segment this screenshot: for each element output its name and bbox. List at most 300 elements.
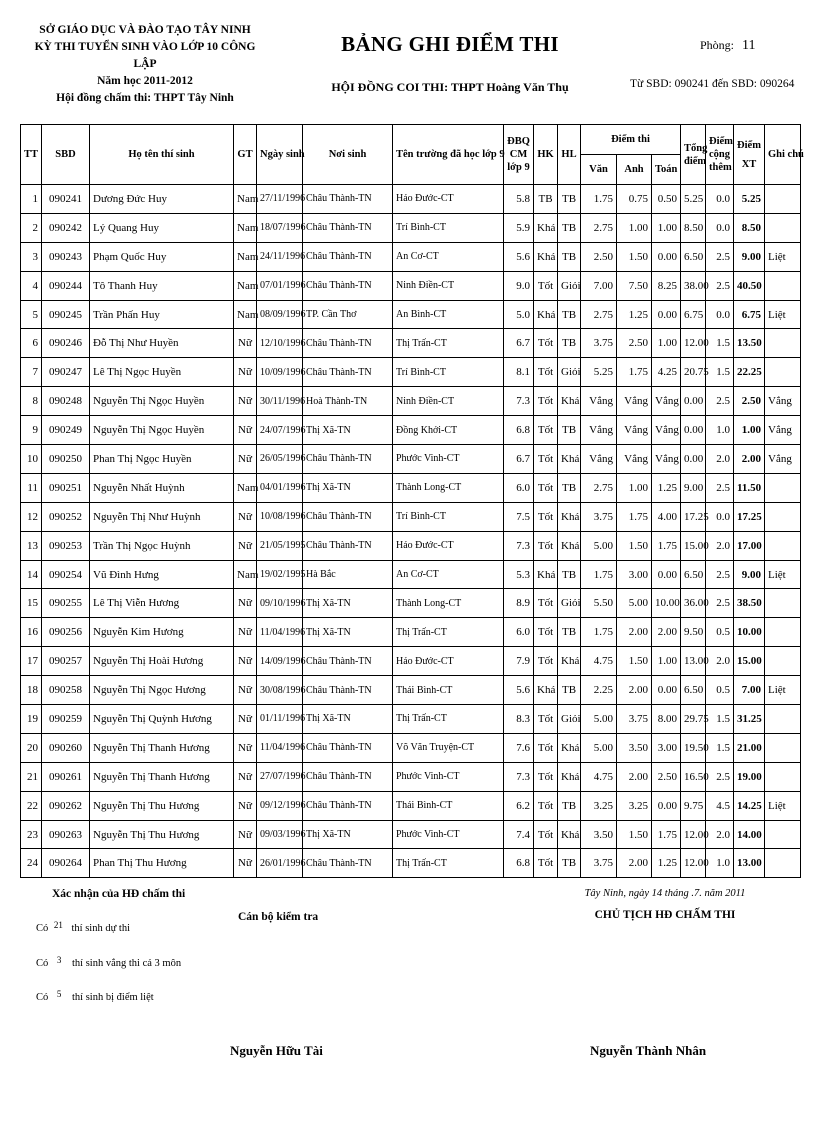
cell-note bbox=[765, 820, 801, 849]
cell-gt: Nữ bbox=[234, 387, 257, 416]
table-row bbox=[21, 647, 801, 676]
cell-gt: Nữ bbox=[234, 820, 257, 849]
cell-tt: 22 bbox=[21, 791, 42, 820]
cell-pob: Châu Thành-TN bbox=[303, 213, 393, 242]
cell-toan: 1.25 bbox=[652, 473, 681, 502]
cell-dob: 21/05/1995 bbox=[257, 531, 303, 560]
col-toan: Toán bbox=[652, 155, 681, 185]
cell-toan: 1.00 bbox=[652, 329, 681, 358]
table-row bbox=[21, 733, 801, 762]
cell-xt: 14.00 bbox=[734, 820, 765, 849]
cell-hl: TB bbox=[558, 618, 581, 647]
cell-xt: 8.50 bbox=[734, 213, 765, 242]
col-total: Tổng điểm bbox=[681, 125, 706, 185]
cell-school: Thái Bình-CT bbox=[393, 676, 504, 705]
cell-note bbox=[765, 733, 801, 762]
cell-hl: TB bbox=[558, 185, 581, 214]
cell-xt: 17.25 bbox=[734, 502, 765, 531]
cell-toan: 1.25 bbox=[652, 849, 681, 878]
cell-xt: 31.25 bbox=[734, 705, 765, 734]
cell-gt: Nam bbox=[234, 473, 257, 502]
cell-van: 3.25 bbox=[581, 791, 617, 820]
cell-tt: 6 bbox=[21, 329, 42, 358]
cell-name: Nguyễn Thị Ngọc Huyền bbox=[90, 387, 234, 416]
chair-name: Nguyễn Thành Nhân bbox=[590, 1043, 707, 1058]
cell-tt: 16 bbox=[21, 618, 42, 647]
table-row bbox=[21, 676, 801, 705]
cell-name: Nguyễn Thị Hoài Hương bbox=[90, 647, 234, 676]
cell-dbq: 8.9 bbox=[504, 589, 534, 618]
cell-hk: Tốt bbox=[534, 618, 558, 647]
cell-van: 2.75 bbox=[581, 473, 617, 502]
cell-hl: TB bbox=[558, 676, 581, 705]
cell-van: 2.75 bbox=[581, 213, 617, 242]
cell-anh: 1.50 bbox=[617, 647, 652, 676]
cell-van: 5.00 bbox=[581, 531, 617, 560]
inspector-name: Nguyễn Hữu Tài bbox=[230, 1043, 323, 1058]
cell-anh: 1.50 bbox=[617, 242, 652, 271]
cell-gt: Nữ bbox=[234, 676, 257, 705]
cell-school: Hảo Đước-CT bbox=[393, 647, 504, 676]
cell-pob: Châu Thành-TN bbox=[303, 329, 393, 358]
cell-hl: TB bbox=[558, 791, 581, 820]
cell-hl: Khá bbox=[558, 647, 581, 676]
cell-pob: Hoà Thành-TN bbox=[303, 387, 393, 416]
cell-tt: 14 bbox=[21, 560, 42, 589]
cell-gt: Nữ bbox=[234, 733, 257, 762]
cell-hk: Tốt bbox=[534, 705, 558, 734]
cell-dbq: 6.8 bbox=[504, 416, 534, 445]
table-row bbox=[21, 185, 801, 214]
cell-pob: Châu Thành-TN bbox=[303, 849, 393, 878]
cell-van: 2.50 bbox=[581, 242, 617, 271]
cell-xt: 14.25 bbox=[734, 791, 765, 820]
cell-dbq: 7.9 bbox=[504, 647, 534, 676]
table-row bbox=[21, 473, 801, 502]
table-row bbox=[21, 242, 801, 271]
cell-van: 1.75 bbox=[581, 185, 617, 214]
cell-van: 5.00 bbox=[581, 705, 617, 734]
cell-dbq: 6.2 bbox=[504, 791, 534, 820]
cell-toan: 1.00 bbox=[652, 647, 681, 676]
cell-total: 16.50 bbox=[681, 762, 706, 791]
table-row bbox=[21, 705, 801, 734]
cell-tt: 3 bbox=[21, 242, 42, 271]
cell-xt: 22.25 bbox=[734, 358, 765, 387]
cell-anh: 1.75 bbox=[617, 502, 652, 531]
cell-bonus: 2.5 bbox=[706, 762, 734, 791]
table-row bbox=[21, 820, 801, 849]
cell-pob: Hà Bắc bbox=[303, 560, 393, 589]
cell-anh: 2.50 bbox=[617, 329, 652, 358]
cell-school: An Cơ-CT bbox=[393, 560, 504, 589]
cell-hk: Tốt bbox=[534, 762, 558, 791]
cell-van: 4.75 bbox=[581, 762, 617, 791]
cell-sbd: 090252 bbox=[42, 502, 90, 531]
cell-note bbox=[765, 705, 801, 734]
cell-dbq: 5.6 bbox=[504, 242, 534, 271]
org-header bbox=[30, 22, 260, 107]
cell-tt: 9 bbox=[21, 416, 42, 445]
cell-total: 0.00 bbox=[681, 416, 706, 445]
cell-school: Thị Trấn-CT bbox=[393, 618, 504, 647]
cell-gt: Nam bbox=[234, 560, 257, 589]
cell-sbd: 090254 bbox=[42, 560, 90, 589]
cell-name: Vũ Đình Hưng bbox=[90, 560, 234, 589]
cell-pob: Châu Thành-TN bbox=[303, 647, 393, 676]
grading-council: Hội đồng chấm thi: THPT Tây Ninh bbox=[56, 92, 234, 104]
col-tt: TT bbox=[21, 125, 42, 185]
cell-gt: Nữ bbox=[234, 358, 257, 387]
col-gt: GT bbox=[234, 125, 257, 185]
cell-tt: 4 bbox=[21, 271, 42, 300]
cell-name: Lý Quang Huy bbox=[90, 213, 234, 242]
cell-sbd: 090242 bbox=[42, 213, 90, 242]
cell-total: 6.50 bbox=[681, 676, 706, 705]
cell-sbd: 090247 bbox=[42, 358, 90, 387]
cell-xt: 17.00 bbox=[734, 531, 765, 560]
cell-van: Vắng bbox=[581, 416, 617, 445]
cell-toan: 1.75 bbox=[652, 531, 681, 560]
cell-dbq: 5.8 bbox=[504, 185, 534, 214]
cell-xt: 13.50 bbox=[734, 329, 765, 358]
cell-van: 4.75 bbox=[581, 647, 617, 676]
cell-anh: 2.00 bbox=[617, 762, 652, 791]
cell-bonus: 4.5 bbox=[706, 791, 734, 820]
cell-toan: 3.00 bbox=[652, 733, 681, 762]
cell-hl: Giỏi bbox=[558, 705, 581, 734]
cell-xt: 21.00 bbox=[734, 733, 765, 762]
cell-hk: Tốt bbox=[534, 589, 558, 618]
cell-hl: TB bbox=[558, 560, 581, 589]
cell-hk: Tốt bbox=[534, 733, 558, 762]
cell-pob: Châu Thành-TN bbox=[303, 762, 393, 791]
cell-tt: 7 bbox=[21, 358, 42, 387]
col-name: Họ tên thí sinh bbox=[90, 125, 234, 185]
cell-gt: Nữ bbox=[234, 849, 257, 878]
cell-toan: 2.50 bbox=[652, 762, 681, 791]
cell-anh: 1.50 bbox=[617, 820, 652, 849]
cell-dbq: 8.3 bbox=[504, 705, 534, 734]
cell-tt: 2 bbox=[21, 213, 42, 242]
cell-tt: 8 bbox=[21, 387, 42, 416]
cell-tt: 19 bbox=[21, 705, 42, 734]
date-line: Tây Ninh, ngày 14 tháng .7. năm 2011 bbox=[584, 888, 746, 899]
cell-hk: Tốt bbox=[534, 502, 558, 531]
confirm-title: Xác nhận của HĐ chấm thi bbox=[52, 888, 186, 900]
cell-total: 12.00 bbox=[681, 849, 706, 878]
cell-sbd: 090257 bbox=[42, 647, 90, 676]
cell-bonus: 0.0 bbox=[706, 300, 734, 329]
cell-sbd: 090256 bbox=[42, 618, 90, 647]
cell-note bbox=[765, 358, 801, 387]
cell-name: Nguyễn Thị Thu Hương bbox=[90, 820, 234, 849]
table-row bbox=[21, 329, 801, 358]
cell-sbd: 090246 bbox=[42, 329, 90, 358]
cell-note: Vắng bbox=[765, 387, 801, 416]
cell-van: 2.25 bbox=[581, 676, 617, 705]
cell-gt: Nam bbox=[234, 271, 257, 300]
cell-dbq: 6.7 bbox=[504, 445, 534, 474]
cell-dob: 18/07/1996 bbox=[257, 213, 303, 242]
cell-anh: 2.00 bbox=[617, 849, 652, 878]
cell-sbd: 090261 bbox=[42, 762, 90, 791]
cell-school: Phước Vinh-CT bbox=[393, 820, 504, 849]
cell-xt: 2.00 bbox=[734, 445, 765, 474]
cell-dbq: 5.0 bbox=[504, 300, 534, 329]
cell-dob: 30/08/1996 bbox=[257, 676, 303, 705]
cell-note: Vắng bbox=[765, 416, 801, 445]
cell-bonus: 1.5 bbox=[706, 733, 734, 762]
cell-school: Phước Vinh-CT bbox=[393, 445, 504, 474]
cell-toan: 0.50 bbox=[652, 185, 681, 214]
cell-van: 2.75 bbox=[581, 300, 617, 329]
cell-tt: 20 bbox=[21, 733, 42, 762]
cell-hk: Tốt bbox=[534, 358, 558, 387]
cell-hl: Giỏi bbox=[558, 271, 581, 300]
table-row bbox=[21, 387, 801, 416]
table-row bbox=[21, 618, 801, 647]
cell-hk: Tốt bbox=[534, 473, 558, 502]
org-line-2: KỲ THI TUYỂN SINH VÀO LỚP 10 CÔNG LẬP bbox=[34, 41, 256, 70]
cell-tt: 12 bbox=[21, 502, 42, 531]
cell-anh: 0.75 bbox=[617, 185, 652, 214]
cell-sbd: 090263 bbox=[42, 820, 90, 849]
cell-hk: Tốt bbox=[534, 445, 558, 474]
cell-dbq: 5.9 bbox=[504, 213, 534, 242]
cell-anh: 1.00 bbox=[617, 473, 652, 502]
cell-anh: 3.75 bbox=[617, 705, 652, 734]
cell-van: 5.00 bbox=[581, 733, 617, 762]
cell-sbd: 090253 bbox=[42, 531, 90, 560]
cell-bonus: 1.0 bbox=[706, 849, 734, 878]
cell-hl: Khá bbox=[558, 445, 581, 474]
cell-xt: 19.00 bbox=[734, 762, 765, 791]
cell-total: 9.50 bbox=[681, 618, 706, 647]
cell-toan: 10.00 bbox=[652, 589, 681, 618]
cell-toan: 8.00 bbox=[652, 705, 681, 734]
table-row bbox=[21, 445, 801, 474]
cell-xt: 7.00 bbox=[734, 676, 765, 705]
cell-school: Thái Bình-CT bbox=[393, 791, 504, 820]
col-scores: Điểm thi bbox=[581, 125, 681, 155]
col-pob: Nơi sinh bbox=[303, 125, 393, 185]
cell-toan: 1.75 bbox=[652, 820, 681, 849]
cell-dob: 26/01/1996 bbox=[257, 849, 303, 878]
cell-xt: 13.00 bbox=[734, 849, 765, 878]
cell-total: 6.50 bbox=[681, 560, 706, 589]
cell-hk: Tốt bbox=[534, 271, 558, 300]
cell-hl: TB bbox=[558, 473, 581, 502]
table-row bbox=[21, 358, 801, 387]
cell-name: Tô Thanh Huy bbox=[90, 271, 234, 300]
cell-pob: Châu Thành-TN bbox=[303, 676, 393, 705]
cell-hk: TB bbox=[534, 185, 558, 214]
cell-toan: 4.00 bbox=[652, 502, 681, 531]
col-dob: Ngày sinh bbox=[257, 125, 303, 185]
cell-toan: 0.00 bbox=[652, 791, 681, 820]
cell-sbd: 090249 bbox=[42, 416, 90, 445]
cell-hl: Khá bbox=[558, 762, 581, 791]
cell-school: An Cơ-CT bbox=[393, 242, 504, 271]
cell-school: Thành Long-CT bbox=[393, 589, 504, 618]
cell-pob: Thị Xã-TN bbox=[303, 473, 393, 502]
room-label: Phòng: bbox=[700, 38, 735, 52]
cell-sbd: 090251 bbox=[42, 473, 90, 502]
cell-bonus: 2.5 bbox=[706, 473, 734, 502]
cell-dbq: 6.7 bbox=[504, 329, 534, 358]
cell-total: 12.00 bbox=[681, 329, 706, 358]
cell-dob: 09/10/1996 bbox=[257, 589, 303, 618]
cell-xt: 2.50 bbox=[734, 387, 765, 416]
cell-note: Liệt bbox=[765, 676, 801, 705]
cell-xt: 5.25 bbox=[734, 185, 765, 214]
inspector-title: Cán bộ kiểm tra bbox=[238, 911, 319, 923]
cell-bonus: 2.0 bbox=[706, 531, 734, 560]
cell-note: Liệt bbox=[765, 560, 801, 589]
cell-total: 13.00 bbox=[681, 647, 706, 676]
cell-pob: Thị Xã-TN bbox=[303, 416, 393, 445]
cell-name: Lê Thị Viễn Hương bbox=[90, 589, 234, 618]
cell-xt: 10.00 bbox=[734, 618, 765, 647]
cell-toan: Vắng bbox=[652, 416, 681, 445]
cell-dbq: 8.1 bbox=[504, 358, 534, 387]
cell-dob: 01/11/1996 bbox=[257, 705, 303, 734]
cell-name: Nguyễn Thị Quỳnh Hương bbox=[90, 705, 234, 734]
cell-tt: 5 bbox=[21, 300, 42, 329]
cell-school: Thành Long-CT bbox=[393, 473, 504, 502]
cell-hk: Khá bbox=[534, 300, 558, 329]
page-title: BẢNG GHI ĐIỂM THI bbox=[341, 32, 559, 56]
cell-dob: 27/07/1996 bbox=[257, 762, 303, 791]
cell-note: Liệt bbox=[765, 300, 801, 329]
col-anh: Anh bbox=[617, 155, 652, 185]
cell-sbd: 090244 bbox=[42, 271, 90, 300]
col-dbq: ĐBQ CM lớp 9 bbox=[504, 125, 534, 185]
cell-van: 7.00 bbox=[581, 271, 617, 300]
col-hl: HL bbox=[558, 125, 581, 185]
cell-total: 6.50 bbox=[681, 242, 706, 271]
cell-school: An Bình-CT bbox=[393, 300, 504, 329]
org-line-1: SỞ GIÁO DỤC VÀ ĐÀO TẠO TÂY NINH bbox=[39, 24, 251, 36]
cell-bonus: 1.5 bbox=[706, 705, 734, 734]
cell-bonus: 0.0 bbox=[706, 213, 734, 242]
cell-school: Thị Trấn-CT bbox=[393, 705, 504, 734]
cell-note bbox=[765, 473, 801, 502]
cell-sbd: 090248 bbox=[42, 387, 90, 416]
cell-name: Phạm Quốc Huy bbox=[90, 242, 234, 271]
cell-note bbox=[765, 589, 801, 618]
cell-dob: 08/09/1996 bbox=[257, 300, 303, 329]
cell-total: 38.00 bbox=[681, 271, 706, 300]
cell-dob: 30/11/1996 bbox=[257, 387, 303, 416]
cell-xt: 1.00 bbox=[734, 416, 765, 445]
cell-bonus: 2.5 bbox=[706, 387, 734, 416]
cell-hk: Tốt bbox=[534, 820, 558, 849]
cell-bonus: 1.0 bbox=[706, 416, 734, 445]
cell-gt: Nữ bbox=[234, 589, 257, 618]
cell-note: Liệt bbox=[765, 242, 801, 271]
cell-toan: 0.00 bbox=[652, 560, 681, 589]
table-row bbox=[21, 762, 801, 791]
cell-anh: 1.25 bbox=[617, 300, 652, 329]
cell-note bbox=[765, 271, 801, 300]
cell-sbd: 090250 bbox=[42, 445, 90, 474]
cell-gt: Nam bbox=[234, 242, 257, 271]
cell-hl: TB bbox=[558, 849, 581, 878]
cell-toan: 0.00 bbox=[652, 676, 681, 705]
cell-tt: 1 bbox=[21, 185, 42, 214]
cell-hk: Tốt bbox=[534, 416, 558, 445]
sbd-range: Từ SBD: 090241 đến SBD: 090264 bbox=[630, 78, 795, 90]
cell-van: 1.75 bbox=[581, 560, 617, 589]
cell-sbd: 090264 bbox=[42, 849, 90, 878]
cell-school: Thị Trấn-CT bbox=[393, 849, 504, 878]
col-note: Ghi chú bbox=[765, 125, 801, 185]
cell-gt: Nữ bbox=[234, 531, 257, 560]
cell-xt: 9.00 bbox=[734, 560, 765, 589]
cell-note bbox=[765, 185, 801, 214]
cell-school: Ninh Điền-CT bbox=[393, 271, 504, 300]
cell-note: Liệt bbox=[765, 791, 801, 820]
cell-note bbox=[765, 213, 801, 242]
cell-school: Trí Bình-CT bbox=[393, 358, 504, 387]
cell-hl: Khá bbox=[558, 733, 581, 762]
cell-gt: Nữ bbox=[234, 618, 257, 647]
cell-hk: Tốt bbox=[534, 647, 558, 676]
cell-name: Nguyễn Thị Thanh Hương bbox=[90, 762, 234, 791]
table-row bbox=[21, 502, 801, 531]
cell-sbd: 090258 bbox=[42, 676, 90, 705]
cell-anh: 5.00 bbox=[617, 589, 652, 618]
cell-hl: TB bbox=[558, 329, 581, 358]
col-van: Văn bbox=[581, 155, 617, 185]
cell-hk: Khá bbox=[534, 242, 558, 271]
cell-van: 1.75 bbox=[581, 618, 617, 647]
cell-hl: TB bbox=[558, 213, 581, 242]
table-row bbox=[21, 416, 801, 445]
cell-hl: Khá bbox=[558, 502, 581, 531]
cell-school: Ninh Điền-CT bbox=[393, 387, 504, 416]
cell-gt: Nữ bbox=[234, 329, 257, 358]
cell-bonus: 0.5 bbox=[706, 618, 734, 647]
cell-dob: 07/01/1996 bbox=[257, 271, 303, 300]
cell-school: Trí Bình-CT bbox=[393, 502, 504, 531]
cell-gt: Nữ bbox=[234, 791, 257, 820]
score-table bbox=[20, 124, 804, 878]
cell-gt: Nữ bbox=[234, 445, 257, 474]
cell-bonus: 1.5 bbox=[706, 358, 734, 387]
cell-dbq: 9.0 bbox=[504, 271, 534, 300]
cell-anh: Vắng bbox=[617, 387, 652, 416]
cell-sbd: 090262 bbox=[42, 791, 90, 820]
room-info bbox=[700, 38, 790, 54]
cell-bonus: 2.0 bbox=[706, 445, 734, 474]
cell-dbq: 6.0 bbox=[504, 618, 534, 647]
col-school: Tên trường đã học lớp 9 bbox=[393, 125, 504, 185]
cell-anh: 3.25 bbox=[617, 791, 652, 820]
cell-name: Nguyễn Thị Thanh Hương bbox=[90, 733, 234, 762]
cell-anh: 1.75 bbox=[617, 358, 652, 387]
cell-hl: TB bbox=[558, 416, 581, 445]
cell-sbd: 090255 bbox=[42, 589, 90, 618]
cell-dob: 09/12/1996 bbox=[257, 791, 303, 820]
cell-xt: 11.50 bbox=[734, 473, 765, 502]
cell-note bbox=[765, 618, 801, 647]
cell-bonus: 0.5 bbox=[706, 676, 734, 705]
cell-pob: Thị Xã-TN bbox=[303, 589, 393, 618]
cell-note bbox=[765, 502, 801, 531]
